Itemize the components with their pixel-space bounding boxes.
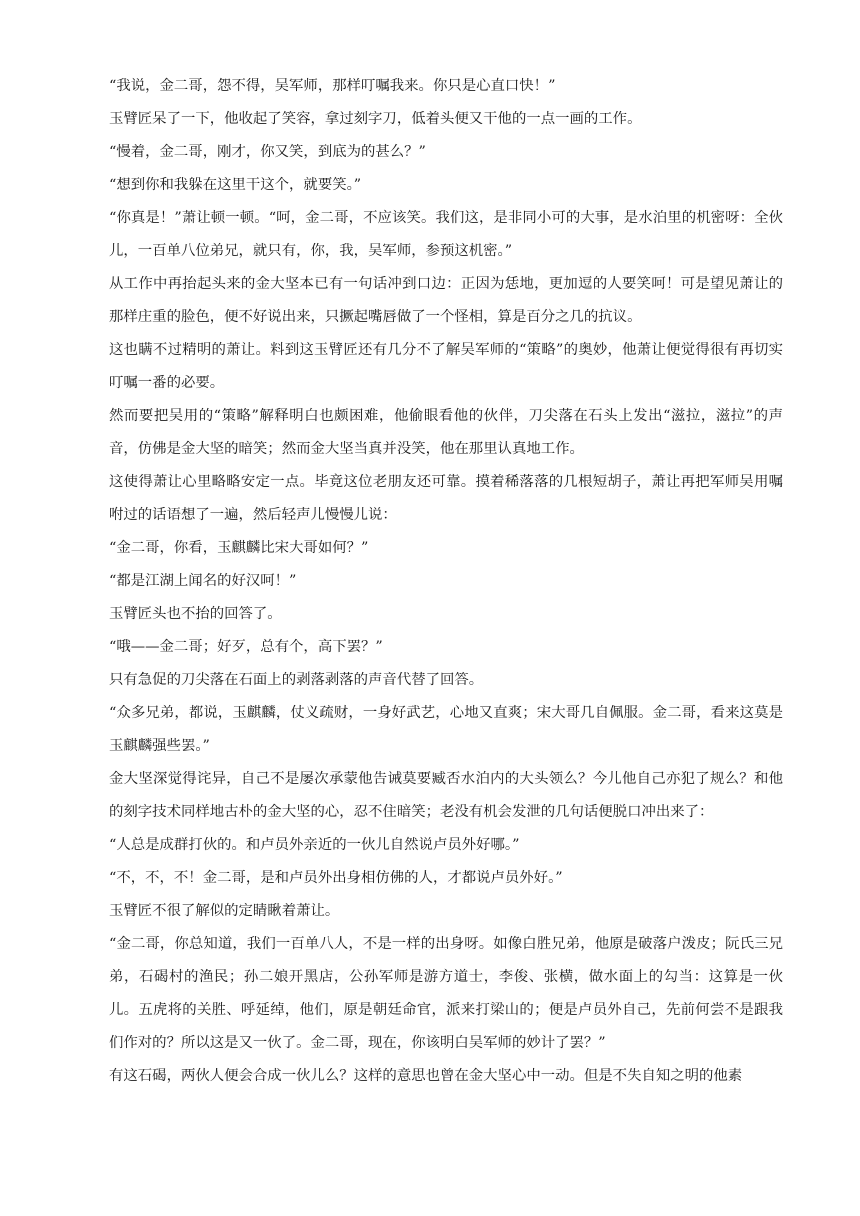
paragraph: “想到你和我躲在这里干这个，就要笑。”	[109, 177, 362, 193]
paragraph: 然而要把吴用的“策略”解释明白也颇困难，他偷眼看他的伙伴，刀尖落在石头上发出“滋拉，滋拉”的声音，仿佛是金大坚的暗笑；然而金大坚当真并没笑，他在那里认真地工作。	[109, 408, 783, 457]
paragraph: “慢着，金二哥，刚才，你又笑，到底为的甚么？”	[109, 144, 426, 160]
paragraph: “我说，金二哥，怨不得，吴军师，那样叮嘱我来。你只是心直口快！”	[109, 78, 556, 94]
paragraph: 有这石碣，两伙人便会合成一伙儿么？这样的意思也曾在金大坚心中一动。但是不失自知之明的他素	[109, 1068, 743, 1084]
body-text	[109, 70, 783, 1093]
paragraph: 这也瞒不过精明的萧让。料到这玉臂匠还有几分不了解吴军师的“策略”的奥妙，他萧让便觉得很有再切实叮嘱一番的必要。	[109, 342, 783, 391]
paragraph: “人总是成群打伙的。和卢员外亲近的一伙儿自然说卢员外好哪。”	[109, 837, 520, 853]
paragraph: 玉臂匠不很了解似的定睛瞅着萧让。	[109, 903, 340, 919]
paragraph: 这使得萧让心里略略安定一点。毕竟这位老朋友还可靠。摸着稀落落的几根短胡子，萧让再把军师吴用嘱咐过的话语想了一遍，然后轻声儿慢慢儿说：	[109, 474, 783, 523]
paragraph: 玉臂匠呆了一下，他收起了笑容，拿过刻字刀，低着头便又干他的一点一画的工作。	[109, 111, 642, 127]
paragraph: “众多兄弟，都说，玉麒麟，仗义疏财，一身好武艺，心地又直爽；宋大哥几自佩服。金二哥，看来这莫是玉麒麟强些罢。”	[109, 705, 783, 754]
paragraph: “你真是！”萧让顿一顿。“呵，金二哥，不应该笑。我们这，是非同小可的大事，是水泊里的机密呀：全伙儿，一百单八位弟兄，就只有，你，我，吴军师，参预这机密。”	[109, 210, 783, 259]
paragraph: “都是江湖上闻名的好汉呵！”	[109, 573, 297, 589]
paragraph: “金二哥，你总知道，我们一百单八人，不是一样的出身呀。如像白胜兄弟，他原是破落户泼皮；阮氏三兄弟，石碣村的渔民；孙二娘开黑店，公孙军师是游方道士，李俊、张横，做水面上的勾当：这算是一伙儿。五虎将的关胜、呼延绰，他们，原是朝廷命官，派来打梁山的；便是卢员外自己，先前何尝不是跟我们作对的？所以这是又一伙了。金二哥，现在，你该明白吴军师的妙计了罢？”	[109, 936, 783, 1051]
paragraph: 从工作中再抬起头来的金大坚本已有一句话冲到口边：正因为恁地，更加逗的人要笑呵！可是望见萧让的那样庄重的脸色，便不好说出来，只撅起嘴唇做了一个怪相，算是百分之几的抗议。	[109, 276, 783, 325]
paragraph: 只有急促的刀尖落在石面上的剥落剥落的声音代替了回答。	[109, 672, 484, 688]
paragraph: 玉臂匠头也不抬的回答了。	[109, 606, 282, 622]
paragraph: 金大坚深觉得诧异，自己不是屡次承蒙他告诫莫要臧否水泊内的大头领么？今儿他自己亦犯了规么？和他的刻字技术同样地古朴的金大坚的心，忍不住暗笑；老没有机会发泄的几句话便脱口冲出来了：	[109, 771, 783, 820]
paragraph: “金二哥，你看，玉麒麟比宋大哥如何？”	[109, 540, 369, 556]
paragraph: “不，不，不！金二哥，是和卢员外出身相仿佛的人，才都说卢员外好。”	[109, 870, 563, 886]
paragraph: “哦——金二哥；好歹，总有个，高下罢？”	[109, 639, 383, 655]
